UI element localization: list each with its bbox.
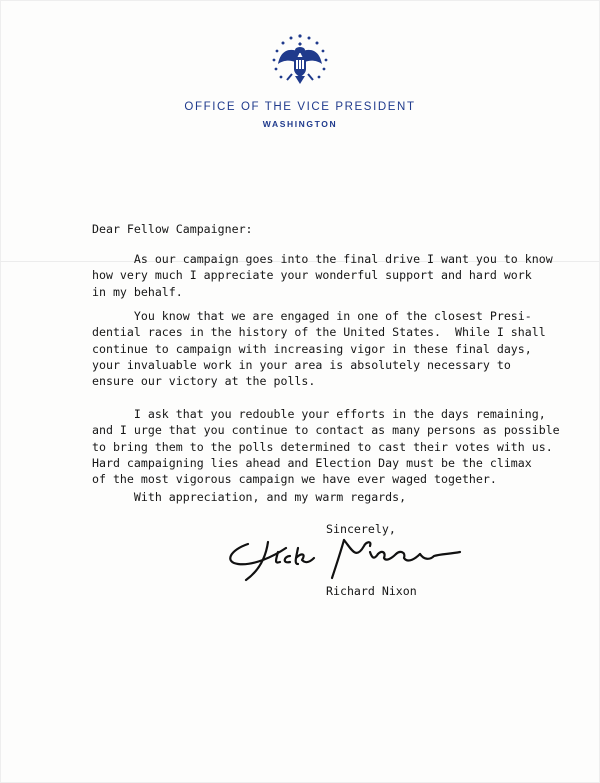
paragraph-3: I ask that you redouble your efforts in the days remaining, and I urge that you continue to contact as many persons as possible to bring them to the polls determined to cast their votes with us. Hard campaigning lies ahead and Election Day must be the climax of the most vigorous campaign we have ever waged together. (92, 407, 560, 487)
closing-line: With appreciation, and my warm regards, (92, 490, 407, 504)
paragraph-2: You know that we are engaged in one of the closest Presi- dential races in the history of the United States. While I shall continue to campaign with increasing vigor in these final days, your invaluable work in your area is absolutely necessary to ensure our victory at the polls. (92, 309, 546, 389)
letterhead-city: WASHINGTON (262, 119, 338, 129)
signer-name: Richard Nixon (326, 584, 417, 598)
sign-off: Sincerely, (326, 522, 396, 536)
eagle-seal-icon (264, 30, 336, 92)
letterhead-office: OFFICE OF THE VICE PRESIDENT (184, 101, 416, 113)
paragraph-1: As our campaign goes into the final drive I want you to know how very much I appreciate your wonderful support and hard work in my behalf. (92, 252, 553, 299)
salutation: Dear Fellow Campaigner: (92, 222, 253, 236)
